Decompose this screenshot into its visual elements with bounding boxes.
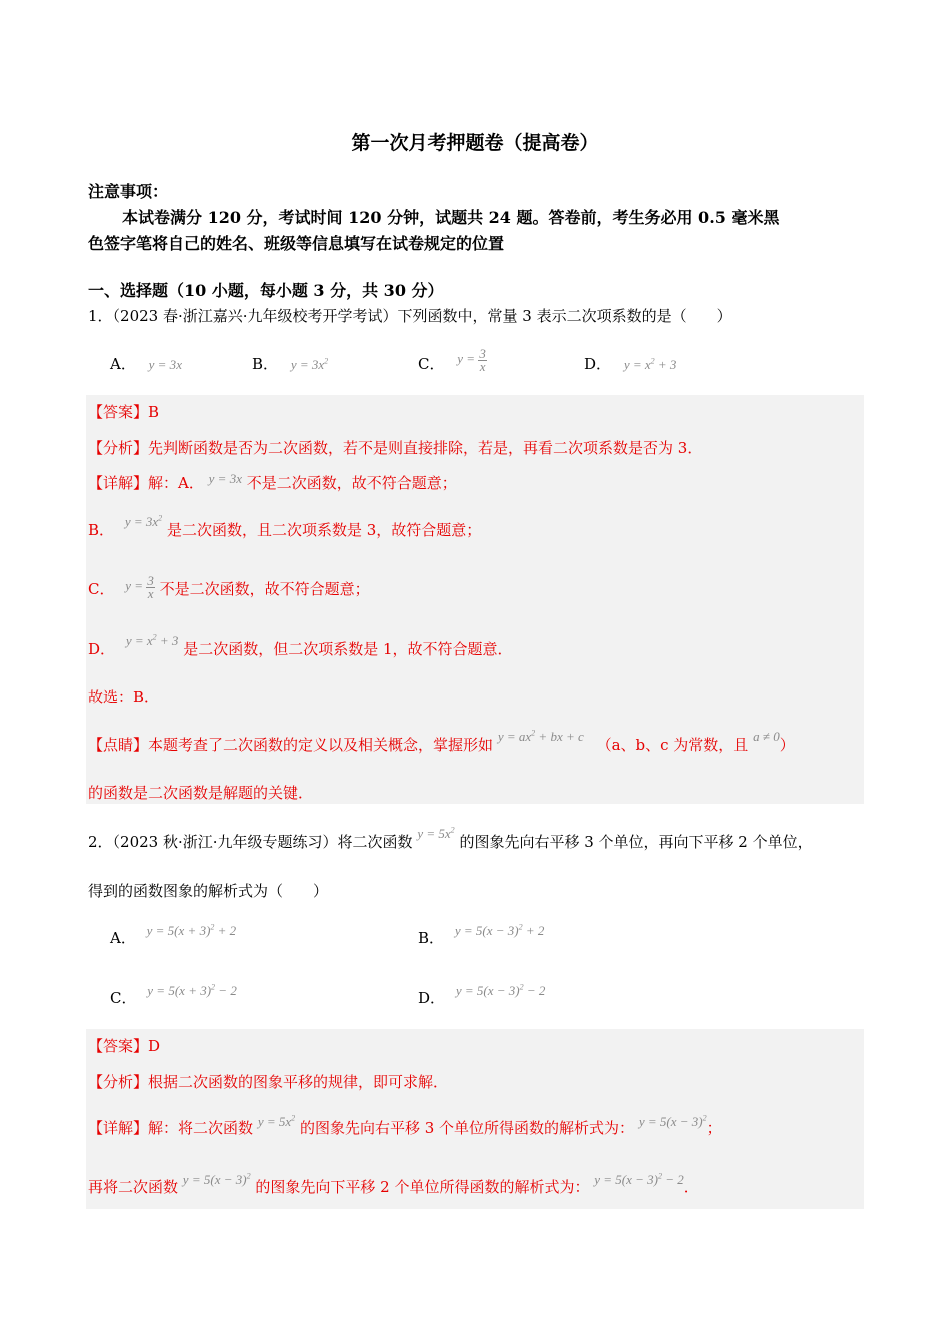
q1-option-a <box>110 353 182 374</box>
comment-expr: $y = ax^2$ + bx + c <box>497 728 584 744</box>
option-expr: y = $\frac{3}{x}$ <box>457 345 486 374</box>
detail-intro: 解：A． <box>148 474 204 492</box>
detail-text: 不是二次函数，故不符合题意； <box>246 474 457 492</box>
option-label: C． <box>418 355 445 373</box>
q1-choose: 故选：B． <box>88 688 160 706</box>
answer-value: B <box>148 403 160 421</box>
q2-stem-expr: $y = 5x^2$ <box>417 825 455 841</box>
q1-detail-a <box>88 472 457 493</box>
option-label: A． <box>110 929 136 947</box>
q2-answer <box>88 1035 160 1056</box>
q2-stem <box>88 825 813 852</box>
q1-detail-b <box>88 513 482 540</box>
detail-text-2: 的图象先向右平移 3 个单位所得函数的解析式为： <box>299 1119 635 1137</box>
q2-option-a <box>110 922 237 948</box>
section-heading: 一、选择题（10 小题，每小题 3 分，共 30 分） <box>88 281 444 300</box>
detail-text-3: ． <box>683 1178 699 1196</box>
detail-label: D． <box>88 640 116 658</box>
option-expr: $y = x^2 + 3$ <box>623 356 677 372</box>
q2-analysis <box>88 1071 448 1092</box>
detail-label: C． <box>88 580 115 598</box>
option-expr: $y = 5(x - 3)^2 + 2$ <box>454 922 545 938</box>
detail-text: 是二次函数，但二次项系数是 1，故不符合题意． <box>183 640 513 658</box>
option-label: B． <box>418 929 445 947</box>
analysis-text: 先判断函数是否为二次函数，若不是则直接排除，若是，再看二次项系数是否为 3． <box>148 439 703 457</box>
q1-detail-d <box>88 632 513 659</box>
option-expr: $y = 5(x + 3)^2 + 2$ <box>146 922 237 938</box>
comment-text: 本题考查了二次函数的定义以及相关概念，掌握形如 <box>148 736 494 754</box>
detail-expr: y = $\frac{3}{x}$ <box>125 572 154 601</box>
q2-option-d <box>418 982 546 1008</box>
q2-detail-1 <box>88 1113 722 1138</box>
option-label: C． <box>110 989 137 1007</box>
comment-tag: 【点睛】 <box>88 736 149 754</box>
option-expr: y = 3x <box>148 357 182 372</box>
q1-answer <box>88 401 159 422</box>
detail-text: 再将二次函数 <box>88 1178 179 1196</box>
detail-text-2: 的图象先向下平移 2 个单位所得函数的解析式为： <box>255 1178 590 1196</box>
analysis-tag: 【分析】 <box>88 1073 149 1091</box>
q1-detail-c <box>88 572 370 604</box>
detail-expr-2: $y = 5(x - 3)^2$ <box>638 1113 707 1129</box>
q2-option-b <box>418 922 545 948</box>
analysis-text: 根据二次函数的图象平移的规律，即可求解． <box>148 1073 449 1091</box>
analysis-tag: 【分析】 <box>88 439 149 457</box>
detail-expr-2: $y = 5(x - 3)^2 - 2$ <box>594 1171 684 1187</box>
detail-tag: 【详解】 <box>88 474 149 492</box>
q1-stem: 1．（2023 春·浙江嘉兴·九年级校考开学考试）下列函数中，常量 3 表示二次项系数的是（ ） <box>88 307 732 325</box>
answer-tag: 【答案】 <box>88 403 149 421</box>
comment-text-3: ） <box>779 736 795 754</box>
notice-line-2: 色签字笔将自己的姓名、班级等信息填写在试卷规定的位置 <box>88 234 505 253</box>
option-expr: $y = 5(x + 3)^2 - 2$ <box>147 982 237 998</box>
detail-label: B． <box>88 521 115 539</box>
detail-text: 是二次函数，且二次项系数是 3，故符合题意； <box>166 521 482 539</box>
option-label: B． <box>252 355 279 373</box>
q2-detail-2 <box>88 1171 699 1197</box>
q1-comment <box>88 728 795 755</box>
detail-text: 不是二次函数，故不符合题意； <box>159 580 370 598</box>
detail-expr: $y = x^2 + 3$ <box>125 632 179 648</box>
answer-tag: 【答案】 <box>88 1037 149 1055</box>
q2-option-c <box>110 982 237 1008</box>
q1-comment-end: 的函数是二次函数是解题的关键． <box>88 784 314 802</box>
detail-expr: $y = 3x^2$ <box>124 513 163 529</box>
detail-text-3: ； <box>706 1119 722 1137</box>
notice-line-1: 本试卷满分 120 分，考试时间 120 分钟，试题共 24 题。答卷前，考生务必用 0.5 毫米黑 <box>122 208 780 227</box>
notice-heading: 注意事项： <box>88 182 169 201</box>
q1-option-b <box>252 353 328 374</box>
option-label: D． <box>418 989 446 1007</box>
q2-stem-text-2: 的图象先向右平移 3 个单位，再向下平移 2 个单位， <box>459 833 813 851</box>
q1-option-c <box>418 345 487 379</box>
option-expr: $y = 3x^2$ <box>290 356 329 372</box>
option-label: D． <box>584 355 612 373</box>
detail-text: 解：将二次函数 <box>148 1119 254 1137</box>
detail-expr: $y = 5(x - 3)^2$ <box>182 1171 251 1187</box>
comment-text-2: （a、b、c 为常数，且 <box>596 736 749 754</box>
option-label: A． <box>110 355 136 373</box>
detail-expr: y = 3x <box>208 471 242 486</box>
option-expr: $y = 5(x - 3)^2 - 2$ <box>455 982 546 998</box>
comment-cond: a ≠ 0 <box>753 729 780 744</box>
detail-expr: $y = 5x^2$ <box>257 1113 296 1129</box>
q1-analysis <box>88 437 702 458</box>
q2-stem-text: 2．（2023 秋·浙江·九年级专题练习）将二次函数 <box>88 833 413 851</box>
answer-value: D <box>148 1037 161 1055</box>
page-title: 第一次月考押题卷（提高卷） <box>351 132 599 154</box>
q1-option-d <box>584 353 676 374</box>
detail-tag: 【详解】 <box>88 1119 149 1137</box>
q2-stem-line-2: 得到的函数图象的解析式为（ ） <box>88 882 329 900</box>
